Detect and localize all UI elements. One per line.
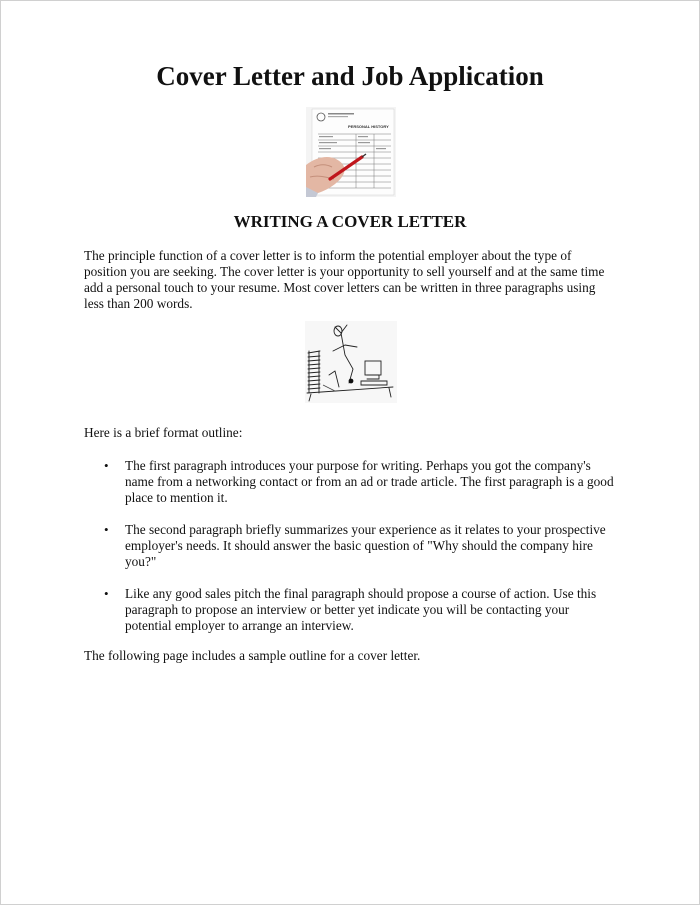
bullet-icon: • (104, 458, 109, 473)
list-item (84, 522, 614, 570)
list-item (84, 458, 614, 506)
form-illustration (306, 107, 396, 197)
list-item (84, 586, 614, 634)
office-worker-cartoon (305, 321, 397, 403)
outline-list (84, 458, 614, 650)
list-item-text: The second paragraph briefly summarizes your experience as it relates to your prospective employer's needs. It should answer the basic question of "Why should the company hire you?" (125, 522, 606, 569)
form-heading-text: PERSONAL HISTORY (348, 124, 389, 129)
section-heading: WRITING A COVER LETTER (233, 212, 467, 231)
page-title: Cover Letter and Job Application (156, 61, 544, 91)
outline-intro: Here is a brief format outline: (84, 425, 243, 440)
intro-paragraph: The principle function of a cover letter is to inform the potential employer about the type of position you are seeking. The cover letter is your opportunity to sell yourself and at the same time add a personal touch to your resume. Most cover letters can be written in three paragraphs using less than 200 words. (84, 248, 605, 311)
closing-paragraph: The following page includes a sample outline for a cover letter. (84, 648, 421, 663)
list-item-text: Like any good sales pitch the final paragraph should propose a course of action. Use this paragraph to propose an interview or better yet indicate you will be contacting your potential employer to arrange an interview. (125, 586, 597, 633)
bullet-icon: • (104, 522, 109, 537)
list-item-text: The first paragraph introduces your purpose for writing. Perhaps you got the company's name from a networking contact or from an ad or trade article. The first paragraph is a good place to mention it. (125, 458, 614, 505)
bullet-icon: • (104, 586, 109, 601)
